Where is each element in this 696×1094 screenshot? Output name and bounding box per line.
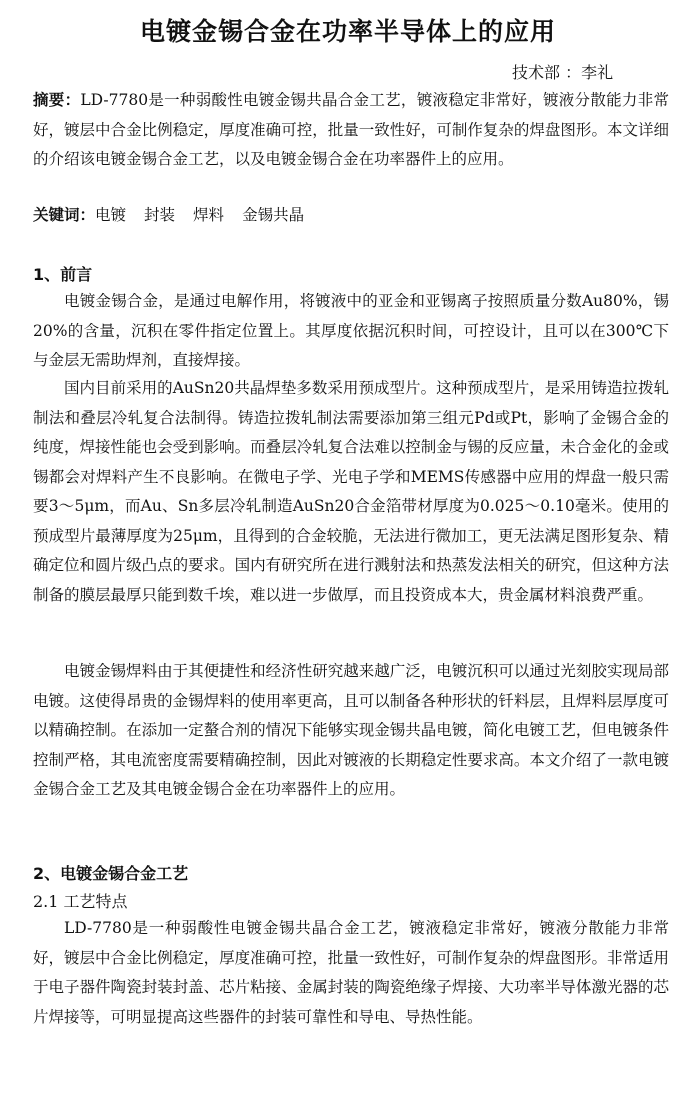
author-line: 技术部 ：李礼	[512, 63, 614, 82]
keyword: 电镀	[95, 206, 127, 224]
keywords-label: 关键词：	[33, 206, 96, 224]
keywords-line	[33, 201, 669, 231]
abstract	[33, 86, 669, 175]
keyword: 金锡共晶	[242, 206, 305, 224]
section-1-paragraph-2: 国内目前采用的AuSn20共晶焊垫多数采用预成型片。这种预成型片，是采用铸造拉拨轧制法和叠层冷轧复合法制得。铸造拉拨轧制法需要添加第三组元Pd或Pt，影响了金锡合金的纯度，焊接性能也会受到影响。而叠层冷轧复合法难以控制金与锡的反应量，未合金化的金或锡都会对焊料产生不良影响。在微电子学、光电子学和MEMS传感器中应用的焊盘一般只需要3～5μm，而Au、Sn多层冷轧制造AuSn20合金箔带材厚度为0.025～0.10毫米。使用的预成型片最薄厚度为25μm，且得到的合金较脆，无法进行微加工，更无法满足图形复杂、精确定位和圆片级凸点的要求。国内有研究所在进行溅射法和热蒸发法相关的研究，但这种方法制备的膜层最厚只能到数千埃，难以进一步做厚，而且投资成本大，贵金属材料浪费严重。	[33, 379, 669, 604]
section-1-heading: 1、前言	[33, 265, 93, 284]
section-1-paragraph-1: 电镀金锡合金，是通过电解作用，将镀液中的亚金和亚锡离子按照质量分数Au80%，锡 20%的含量，沉积在零件指定位置上。其厚度依据沉积时间，可控设计，且可以在300℃下与金层无需助焊剂，直接焊接。	[33, 292, 669, 369]
section-2-paragraph-1: LD-7780是一种弱酸性电镀金锡共晶合金工艺，镀液稳定非常好，镀液分散能力非常好，镀层中合金比例稳定，厚度准确可控，批量一致性好，可制作复杂的焊盘图形。非常适用于电子器件陶瓷封装封盖、芯片粘接、金属封装的陶瓷绝缘子焊接、大功率半导体激光器的芯片焊接等，可明显提高这些器件的封装可靠性和导电、导热性能。	[33, 919, 669, 1026]
keyword: 焊料	[193, 206, 225, 224]
abstract-text: LD-7780是一种弱酸性电镀金锡共晶合金工艺，镀液稳定非常好，镀液分散能力非常好，镀层中合金比例稳定，厚度准确可控，批量一致性好，可制作复杂的焊盘图形。本文详细的介绍该电镀金锡合金工艺，以及电镀金锡合金在功率器件上的应用。	[33, 91, 669, 168]
abstract-label: 摘要：	[33, 91, 81, 109]
section-1-paragraph-3: 电镀金锡焊料由于其便捷性和经济性研究越来越广泛，电镀沉积可以通过光刻胶实现局部电镀。这使得昂贵的金锡焊料的使用率更高，且可以制备各种形状的钎料层，且焊料层厚度可以精确控制。在添加一定螯合剂的情况下能够实现金锡共晶电镀，简化电镀工艺，但电镀条件控制严格，其电流密度需要精确控制，因此对镀液的长期稳定性要求高。本文介绍了一款电镀金锡合金工艺及其电镀金锡合金在功率器件上的应用。	[33, 662, 669, 798]
section-2-heading: 2、电镀金锡合金工艺	[33, 864, 189, 883]
page-title: 电镀金锡合金在功率半导体上的应用	[139, 17, 556, 46]
keyword: 封装	[144, 206, 176, 224]
section-2-1-subheading: 2.1 工艺特点	[33, 892, 128, 911]
